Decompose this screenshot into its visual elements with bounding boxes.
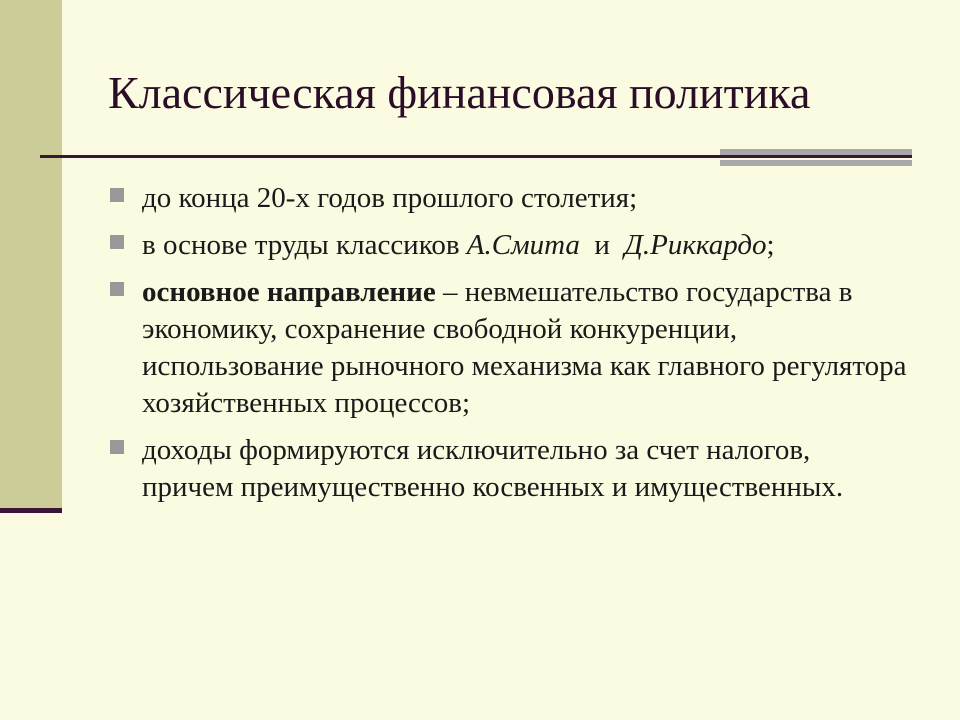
- bullet-item-4: [108, 432, 908, 506]
- bullet-text-suffix: ;: [766, 229, 775, 261]
- bullet-item-1: [108, 180, 908, 217]
- author-name-smith: А.Смита: [466, 229, 580, 261]
- square-bullet-icon: [110, 440, 124, 454]
- bullet-text-prefix: в основе труды классиков: [142, 229, 467, 261]
- left-decorative-band: [0, 0, 62, 512]
- bullet-text: до конца 20-х годов прошлого столетия;: [142, 182, 638, 214]
- square-bullet-icon: [110, 282, 124, 296]
- bullet-text: доходы формируются исключительно за счет налогов, причем преимущественно косвенных и имущественных.: [142, 434, 844, 503]
- bullet-list: [108, 180, 908, 516]
- square-bullet-icon: [110, 235, 124, 249]
- left-band-underline: [0, 508, 62, 513]
- author-name-ricardo: Д.Риккардо: [624, 229, 767, 261]
- bullet-text-middle: и: [579, 229, 625, 261]
- title-accent-bars: [720, 149, 912, 167]
- slide-title: Классическая финансовая политика: [108, 67, 811, 118]
- bullet-item-2: [108, 227, 908, 264]
- bullet-text: – невмешательство государства в экономику, сохранение свободной конкуренции, использование рыночного механизма как главного регулятора хозяйственных процессов;: [142, 276, 907, 419]
- square-bullet-icon: [110, 188, 124, 202]
- bullet-item-3: [108, 274, 908, 422]
- accent-bar-top: [720, 149, 912, 155]
- bullet-bold-lead: основное направление: [142, 276, 436, 308]
- accent-bar-bottom: [720, 160, 912, 166]
